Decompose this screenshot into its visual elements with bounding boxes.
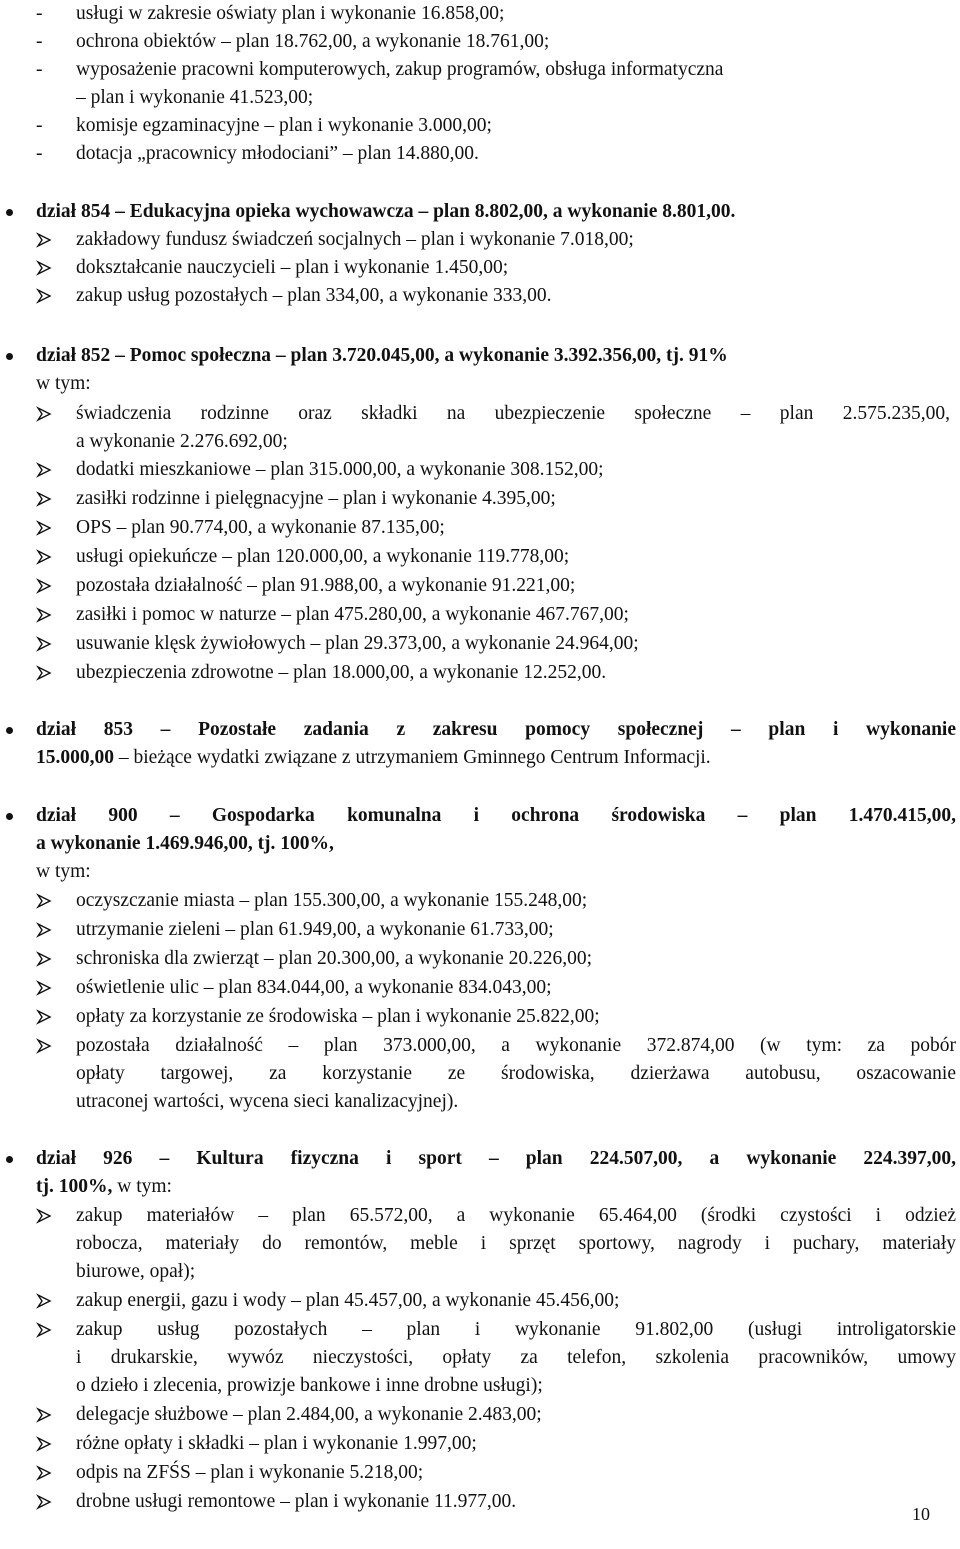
arrow-bullet-icon (36, 406, 52, 422)
arrow-bullet-icon (36, 288, 52, 304)
arrow-bullet-icon (36, 1293, 52, 1309)
arrow-bullet-icon (36, 232, 52, 248)
section-900-summary: a wykonanie 1.469.946,00, tj. 100%, (36, 833, 334, 854)
arrow-bullet-icon (36, 462, 52, 478)
w-tym-label: w tym: (36, 373, 91, 394)
bullet-icon (6, 209, 13, 216)
list-item-continuation: utraconej wartości, wycena sieci kanalizacyjnej). (76, 1091, 459, 1112)
bullet-icon (6, 1156, 13, 1163)
arrow-bullet-icon (36, 491, 52, 507)
list-item-continuation: opłaty targowej, za korzystanie ze środowiska, dzierżawa autobusu, oszacowanie (76, 1063, 956, 1084)
arrow-bullet-icon (36, 893, 52, 909)
section-926-summary: tj. 100%, w tym: (36, 1176, 172, 1197)
arrow-bullet-icon (36, 607, 52, 623)
bullet-icon (6, 813, 13, 820)
bullet-icon (6, 727, 13, 734)
document-page: - usługi w zakresie oświaty plan i wykonanie 16.858,00; - ochrona obiektów – plan 18.762,00, a wykonanie 18.761,00; - wyposażenie pracowni komputerowych, zakup programów, obsługa informatyczna – plan i wykonanie 41.523,00; - komisje egzaminacyjne – plan i wykonanie 3.000,00; - dotacja „pracownicy młodociani” – plan 14.880,00. dział 854 – Edukacyjna opieka wychowawcza – plan 8.802,00, a wykonanie 8.801,00. zakładowy fundusz świadczeń socjalnych – plan i wykonanie 7.018,00; dokształcanie nauczycieli – plan i wykonanie 1.450,00; zakup usług pozostałych – plan 334,00, a wykonanie 333,00. dział 852 – Pomoc społeczna – plan 3.720.045,00, a wykonanie 3.392.356,00, tj. 91% w tym: świadczenia rodzinne oraz składki na ubezpieczenie społeczne – plan 2.575.235,00, a wykonanie 2.276.692,00; dodatki mieszkaniowe – plan 315.000,00, a wykonanie 308.152,00; zasiłki rodzinne i pielęgnacyjne – plan i wykonanie 4.395,00; OPS – plan 90.774,00, a wykonanie 87.135,00; usługi opiekuńcze – plan 120.000,00, a wykonanie 119.778,00; pozostała działalność – plan 91.988,00, a wykonanie 91.221,00; zasiłki i pomoc w naturze – plan 475.280,00, a wykonanie 467.767,00; usuwanie klęsk żywiołowych – plan 29.373,00, a wykonanie 24.964,00; ubezpieczenia zdrowotne – plan 18.000,00, a wykonanie 12.252,00. dział 853 – Pozostałe zadania z zakresu pomocy społecznej – plan i wykonanie 15.000,00 – bieżące wydatki związane z utrzymaniem Gminnego Centrum Informacji. dział 900 – Gospodarka komunalna i ochrona środowiska – plan 1.470.415,00, a wykonanie 1.469.946,00, tj. 100%, w tym: oczyszczanie miasta – plan 155.300,00, a wykonanie 155.248,00; utrzymanie zieleni – plan 61.949,00, a wykonanie 61.733,00; schroniska dla zwierząt – plan 20.300,00, a wykonanie 20.226,00; oświetlenie ulic – plan 834.044,00, a wykonanie 834.043,00; opłaty za korzystanie ze środowiska – plan i wykonanie 25.822,00; pozostała działalność – plan 373.000,00, a wykonanie 372.874,00 (w tym: za pobór opłaty targowej, za korzystanie ze środowiska, dzierżawa autobusu, oszacowanie utraconej wartości, wycena sieci kanalizacyjnej). dział 926 – Kultura fizyczna i sport – plan 224.507,00, a wykonanie 224.397,00, tj. 100%, w tym: zakup materiałów – plan 65.572,00, a wykonanie 65.464,00 (środki czystości i odzież robocza, materiały do remontów, meble i sprzęt sportowy, nagrody i puchary, materiały biurowe, opał); zakup energii, gazu i wody – plan 45.457,00, a wykonanie 45.456,00; zakup usług pozostałych – plan i wykonanie 91.802,00 (usługi introligatorskie i drukarskie, wywóz nieczystości, opłaty za telefon, szkolenia pracowników, umowy o dzieło i zlecenia, prowizje bankowe i inne drobne usługi); delegacje służbowe – plan 2.484,00, a wykonanie 2.483,00; różne opłaty i składki – plan i wykonanie 1.997,00; odpis na ZFŚS – plan i wykonanie 5.218,00; drobne usługi remontowe – plan i wykonanie 11.977,00. 10 (0, 0, 960, 1549)
arrow-bullet-icon (36, 1465, 52, 1481)
arrow-bullet-icon (36, 922, 52, 938)
list-item-continuation: o dzieło i zlecenia, prowizje bankowe i inne drobne usługi); (76, 1375, 543, 1396)
list-item-continuation: robocza, materiały do remontów, meble i sprzęt sportowy, nagrody i puchary, materiały (76, 1233, 956, 1254)
arrow-bullet-icon (36, 951, 52, 967)
list-item-continuation: i drukarskie, wywóz nieczystości, opłaty za telefon, szkolenia pracowników, umowy (76, 1347, 956, 1368)
arrow-bullet-icon (36, 1322, 52, 1338)
arrow-bullet-icon (36, 1494, 52, 1510)
list-item-continuation: a wykonanie 2.276.692,00; (76, 431, 288, 452)
list-item-continuation: – plan i wykonanie 41.523,00; (76, 87, 314, 108)
arrow-bullet-icon (36, 980, 52, 996)
arrow-bullet-icon (36, 665, 52, 681)
arrow-bullet-icon (36, 520, 52, 536)
section-853-detail: 15.000,00 – bieżące wydatki związane z utrzymaniem Gminnego Centrum Informacji. (36, 747, 711, 768)
arrow-bullet-icon (36, 1038, 52, 1054)
arrow-bullet-icon (36, 636, 52, 652)
arrow-bullet-icon (36, 578, 52, 594)
page-number: 10 (912, 1504, 930, 1524)
bullet-icon (6, 353, 13, 360)
arrow-bullet-icon (36, 549, 52, 565)
arrow-bullet-icon (36, 260, 52, 276)
arrow-bullet-icon (36, 1436, 52, 1452)
arrow-bullet-icon (36, 1208, 52, 1224)
arrow-bullet-icon (36, 1009, 52, 1025)
list-item-continuation: biurowe, opał); (76, 1261, 196, 1282)
w-tym-label: w tym: (36, 861, 91, 882)
arrow-bullet-icon (36, 1407, 52, 1423)
